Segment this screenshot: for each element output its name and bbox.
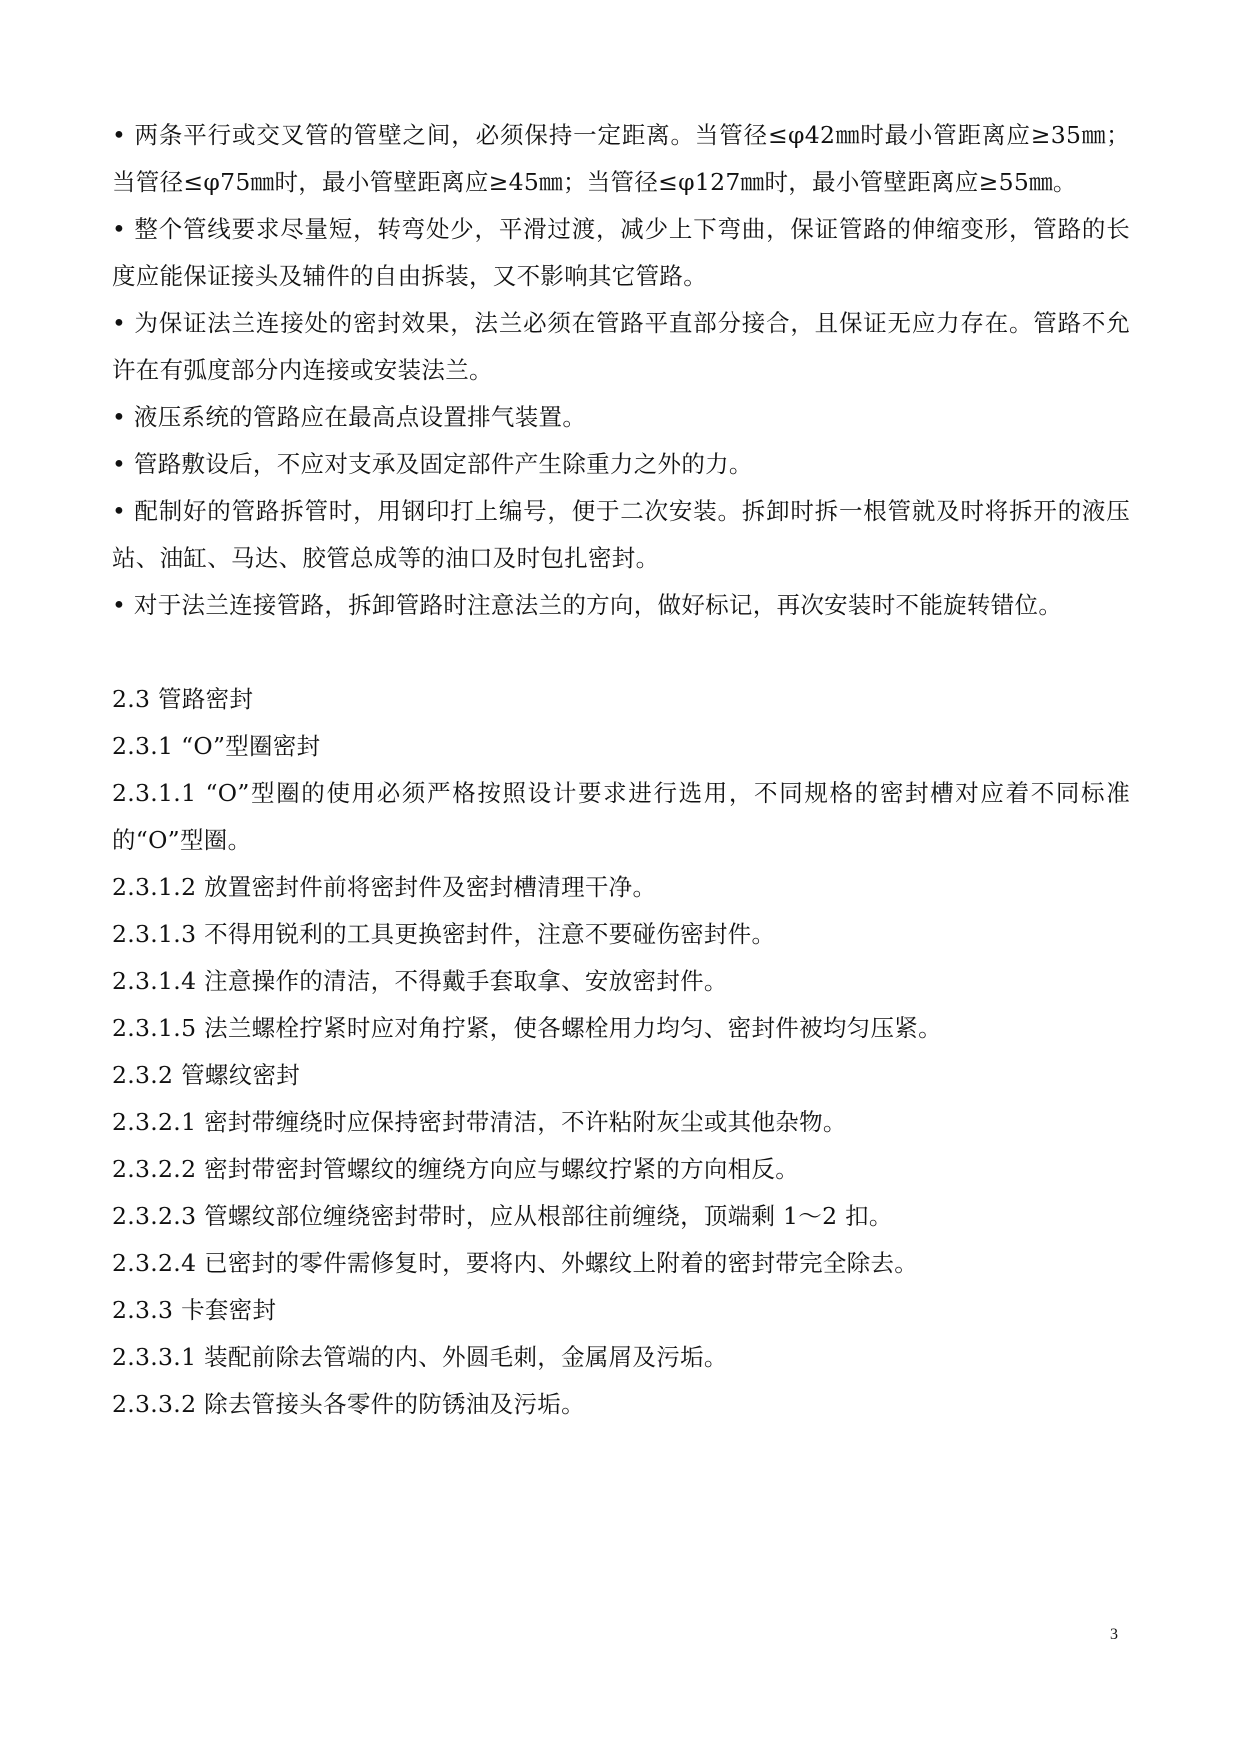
subsection-o-ring: 2.3.1 “O”型圈密封 xyxy=(112,732,321,760)
subsection-pipe-thread: 2.3.2 管螺纹密封 xyxy=(112,1061,301,1089)
section-gap xyxy=(112,629,1130,676)
bullet-pipeline-length: • 整个管线要求尽量短，转弯处少，平滑过渡，减少上下弯曲，保证管路的伸缩变形，管路的长度应能保证接头及辅件的自由拆装，又不影响其它管路。 xyxy=(112,215,1130,290)
bullet-pipe-numbering: • 配制好的管路拆管时，用钢印打上编号，便于二次安装。拆卸时拆一根管就及时将拆开的液压站、油缸、马达、胶管总成等的油口及时包扎密封。 xyxy=(112,497,1130,572)
clause-2-3-3-1: 2.3.3.1 装配前除去管端的内、外圆毛刺，金属屑及污垢。 xyxy=(112,1343,728,1371)
bullet-flange-marking: • 对于法兰连接管路，拆卸管路时注意法兰的方向，做好标记，再次安装时不能旋转错位。 xyxy=(112,591,1063,619)
clause-2-3-2-1: 2.3.2.1 密封带缠绕时应保持密封带清洁，不许粘附灰尘或其他杂物。 xyxy=(112,1108,847,1136)
clause-2-3-2-4: 2.3.2.4 已密封的零件需修复时，要将内、外螺纹上附着的密封带完全除去。 xyxy=(112,1249,919,1277)
subsection-ferrule: 2.3.3 卡套密封 xyxy=(112,1296,277,1324)
page-number: 3 xyxy=(1110,1626,1118,1643)
bullet-support-force: • 管路敷设后，不应对支承及固定部件产生除重力之外的力。 xyxy=(112,450,753,478)
clause-2-3-2-3: 2.3.2.3 管螺纹部位缠绕密封带时，应从根部往前缠绕，顶端剩 1～2 扣。 xyxy=(112,1202,893,1230)
clause-2-3-1-5: 2.3.1.5 法兰螺栓拧紧时应对角拧紧，使各螺栓用力均匀、密封件被均匀压紧。 xyxy=(112,1014,942,1042)
clause-2-3-3-2: 2.3.3.2 除去管接头各零件的防锈油及污垢。 xyxy=(112,1390,585,1418)
bullet-exhaust-device: • 液压系统的管路应在最高点设置排气装置。 xyxy=(112,403,587,431)
clause-2-3-1-4: 2.3.1.4 注意操作的清洁，不得戴手套取拿、安放密封件。 xyxy=(112,967,728,995)
clause-2-3-1-2: 2.3.1.2 放置密封件前将密封件及密封槽清理干净。 xyxy=(112,873,657,901)
bullet-pipe-spacing: • 两条平行或交叉管的管壁之间，必须保持一定距离。当管径≤φ42㎜时最小管距离应≥35㎜；当管径≤φ75㎜时，最小管壁距离应≥45㎜；当管径≤φ127㎜时，最小管壁距离应≥55㎜。 xyxy=(112,121,1130,196)
clause-2-3-1-3: 2.3.1.3 不得用锐利的工具更换密封件，注意不要碰伤密封件。 xyxy=(112,920,776,948)
clause-2-3-2-2: 2.3.2.2 密封带密封管螺纹的缠绕方向应与螺纹拧紧的方向相反。 xyxy=(112,1155,800,1183)
section-heading: 2.3 管路密封 xyxy=(112,685,254,713)
page-content xyxy=(112,112,1130,1428)
clause-2-3-1-1: 2.3.1.1 “O”型圈的使用必须严格按照设计要求进行选用，不同规格的密封槽对应着不同标准的“O”型圈。 xyxy=(112,779,1130,854)
bullet-flange-sealing: • 为保证法兰连接处的密封效果，法兰必须在管路平直部分接合，且保证无应力存在。管路不允许在有弧度部分内连接或安装法兰。 xyxy=(112,309,1130,384)
